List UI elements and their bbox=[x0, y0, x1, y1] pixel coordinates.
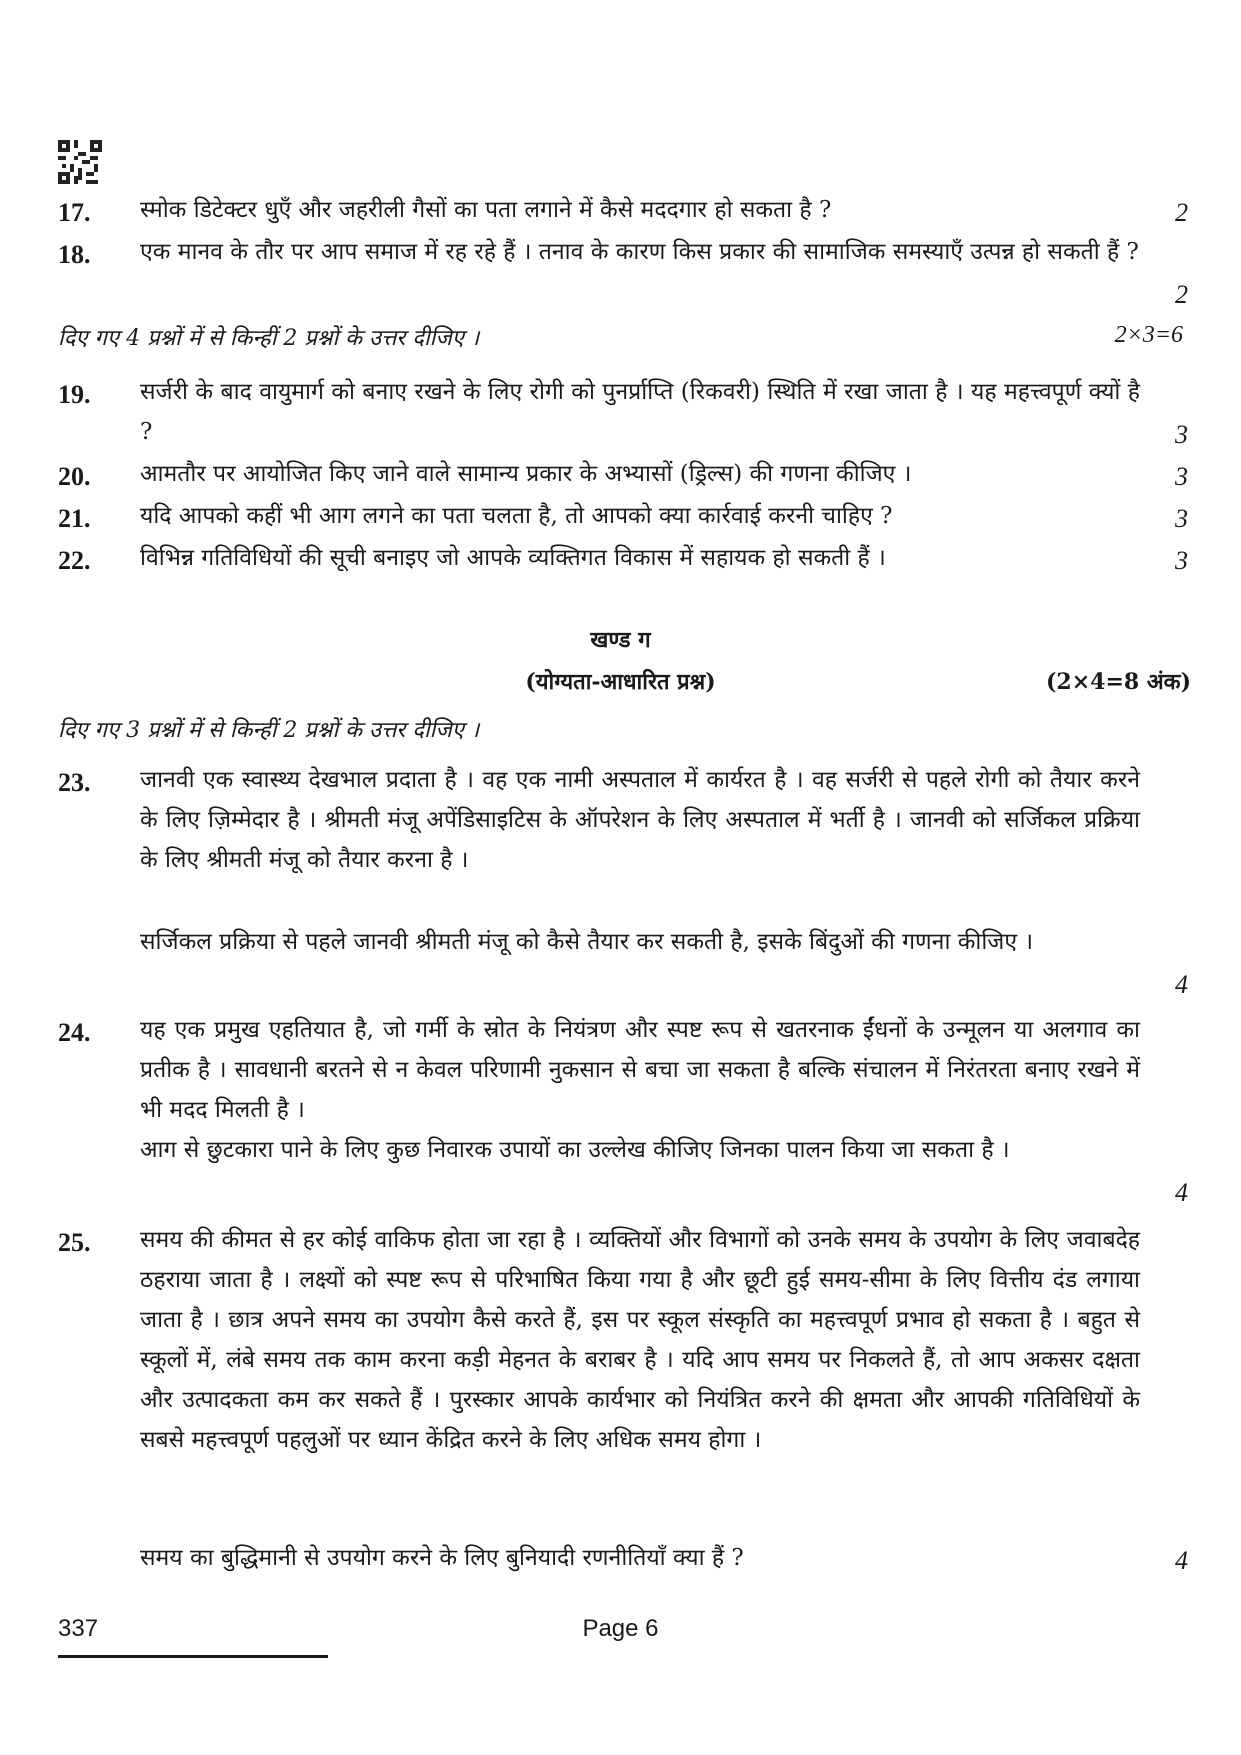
question-number: 20. bbox=[58, 462, 91, 491]
question-text: यह एक प्रमुख एहतियात है, जो गर्मी के स्रोत के नियंत्रण और स्पष्ट रूप से खतरनाक ईंधनों के उन्मूलन या अलगाव का प्रतीक है । सावधानी बरतने से न केवल परिणामी नुकसान से बचा जा सकता है बल्कि संचालन में निरंतरता बनाए रखने में भी मदद मिलती है । bbox=[140, 1017, 1140, 1123]
paper-code: 337 bbox=[58, 1615, 99, 1642]
question-marks: 3 bbox=[1175, 546, 1188, 575]
question-prompt: सर्जिकल प्रक्रिया से पहले जानवी श्रीमती मंजू को कैसे तैयार कर सकती है, इसके बिंदुओं की गणना कीजिए । bbox=[140, 929, 1034, 955]
question-number: 23. bbox=[58, 768, 91, 797]
question-marks: 4 bbox=[1175, 1178, 1188, 1207]
question-marks: 4 bbox=[1175, 1546, 1188, 1575]
question-marks: 3 bbox=[1175, 420, 1188, 449]
question-number: 24. bbox=[58, 1018, 91, 1047]
section-subtitle: (योग्यता-आधारित प्रश्न) bbox=[525, 669, 716, 695]
question-number: 25. bbox=[58, 1228, 91, 1257]
question-text: जानवी एक स्वास्थ्य देखभाल प्रदाता है । वह एक नामी अस्पताल में कार्यरत है । वह सर्जरी से पहले रोगी को तैयार करने के लिए ज़िम्मेदार है । श्रीमती मंजू अपेंडिसाइटिस के ऑपरेशन के लिए अस्पताल में भर्ती है । जानवी को सर्जिकल प्रक्रिया के लिए श्रीमती मंजू को तैयार करना है । bbox=[140, 767, 1140, 873]
instruction-text: दिए गए 4 प्रश्नों में से किन्हीं 2 प्रश्नों के उत्तर दीजिए । bbox=[58, 326, 480, 351]
qr-code-icon bbox=[58, 140, 102, 184]
question-number: 18. bbox=[58, 240, 91, 269]
question-marks: 3 bbox=[1175, 462, 1188, 491]
question-marks: 2 bbox=[1175, 280, 1188, 309]
question-prompt: समय का बुद्धिमानी से उपयोग करने के लिए बुनियादी रणनीतियाँ क्या हैं ? bbox=[140, 1545, 744, 1571]
question-marks: 4 bbox=[1175, 970, 1188, 999]
question-text: यदि आपको कहीं भी आग लगने का पता चलता है, तो आपको क्या कार्रवाई करनी चाहिए ? bbox=[140, 503, 893, 529]
question-text: विभिन्न गतिविधियों की सूची बनाइए जो आपके व्यक्तिगत विकास में सहायक हो सकती हैं । bbox=[140, 545, 886, 571]
footer-divider bbox=[58, 1655, 328, 1658]
question-text: सर्जरी के बाद वायुमार्ग को बनाए रखने के लिए रोगी को पुनर्प्राप्ति (रिकवरी) स्थिति में रखा जाता है । यह महत्त्वपूर्ण क्यों है ? bbox=[140, 379, 1140, 445]
question-number: 21. bbox=[58, 504, 91, 533]
question-text: समय की कीमत से हर कोई वाकिफ होता जा रहा है । व्यक्तियों और विभागों को उनके समय के उपयोग के लिए जवाबदेह ठहराया जाता है । लक्ष्यों को स्पष्ट रूप से परिभाषित किया गया है और छूटी हुई समय-सीमा के लिए वित्तीय दंड लगाया जाता है । छात्र अपने समय का उपयोग कैसे करते हैं, इस पर स्कूल संस्कृति का महत्त्वपूर्ण प्रभाव हो सकता है । बहुत से स्कूलों में, लंबे समय तक काम करना कड़ी मेहनत के बराबर है । यदि आप समय पर निकलते हैं, तो आप अकसर दक्षता और उत्पादकता कम कर सकते हैं । पुरस्कार आपके कार्यभार को नियंत्रित करने की क्षमता और आपकी गतिविधियों के सबसे महत्त्वपूर्ण पहलुओं पर ध्यान केंद्रित करने के लिए अधिक समय होगा । bbox=[140, 1227, 1140, 1453]
page-number: Page 6 bbox=[582, 1615, 659, 1642]
question-number: 19. bbox=[58, 380, 91, 409]
section-marks: (2×4=8 अंक) bbox=[1046, 669, 1191, 695]
question-text: स्मोक डिटेक्टर धुएँ और जहरीली गैसों का पता लगाने में कैसे मददगार हो सकता है ? bbox=[140, 197, 832, 223]
question-text: एक मानव के तौर पर आप समाज में रह रहे हैं । तनाव के कारण किस प्रकार की सामाजिक समस्याएँ उत्पन्न हो सकती हैं ? bbox=[140, 239, 1139, 265]
question-number: 17. bbox=[58, 198, 91, 227]
section-title: खण्ड ग bbox=[590, 627, 651, 653]
question-prompt: आग से छुटकारा पाने के लिए कुछ निवारक उपायों का उल्लेख कीजिए जिनका पालन किया जा सकता है । bbox=[140, 1137, 1010, 1163]
question-text: आमतौर पर आयोजित किए जाने वाले सामान्य प्रकार के अभ्यासों (ड्रिल्स) की गणना कीजिए । bbox=[140, 461, 912, 487]
question-marks: 3 bbox=[1175, 504, 1188, 533]
instruction-marks: 2×3=6 bbox=[1114, 322, 1183, 348]
question-marks: 2 bbox=[1175, 198, 1188, 227]
instruction-text: दिए गए 3 प्रश्नों में से किन्हीं 2 प्रश्नों के उत्तर दीजिए । bbox=[58, 718, 480, 743]
question-number: 22. bbox=[58, 546, 91, 575]
